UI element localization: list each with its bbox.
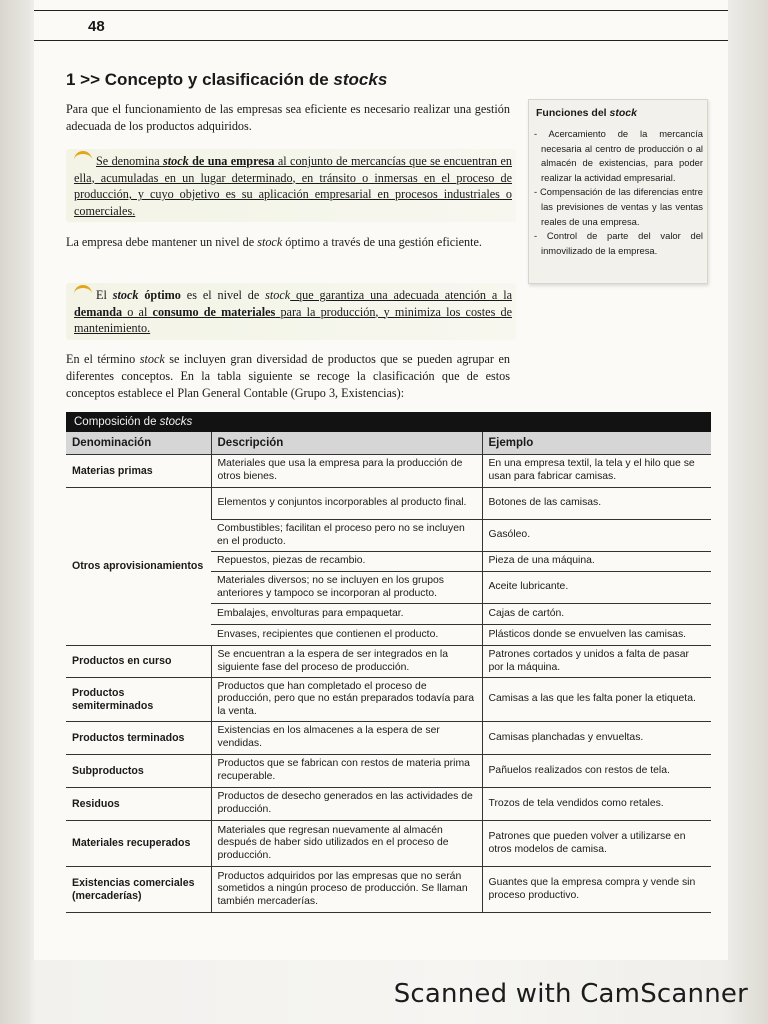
table-title bbox=[66, 412, 711, 432]
paragraph-classification bbox=[66, 351, 510, 402]
table-row bbox=[66, 646, 711, 678]
sidebox-title bbox=[536, 107, 637, 119]
optimal-consumption-term: consumo de materiales bbox=[152, 304, 276, 319]
row-description: Se encuentran a la espera de ser integrados en la siguiente fase del proceso de producción. bbox=[211, 646, 482, 678]
top-rule bbox=[34, 10, 728, 11]
row-category: Productos semiterminados bbox=[66, 678, 211, 722]
optimal-stock-term-2: stock bbox=[265, 288, 291, 302]
optimal-text-6: que garantiza una adecuada atención a la bbox=[290, 288, 512, 302]
row-description: Existencias en los almacenes a la espera de ser vendidas. bbox=[211, 722, 482, 755]
table-title-emph: stocks bbox=[159, 416, 193, 428]
column-header-denominacion: Denominación bbox=[66, 432, 211, 455]
definition-text-1: Se denomina bbox=[96, 154, 164, 168]
optimal-stock-callout bbox=[66, 283, 516, 340]
row-example: Cajas de cartón. bbox=[482, 604, 711, 625]
row-description: Productos adquiridos por las empresas que no serán sometidos a ningún proceso de producción. Se llaman también mercaderías. bbox=[211, 867, 482, 913]
sidebox-list bbox=[533, 127, 703, 258]
row-category: Materias primas bbox=[66, 455, 211, 488]
row-example: Trozos de tela vendidos como retales. bbox=[482, 788, 711, 821]
table-row bbox=[66, 722, 711, 755]
definition-callout bbox=[66, 149, 516, 222]
optimal-demand-term: demanda bbox=[74, 304, 123, 319]
sidebox-item: - Acercamiento de la mercancía necesaria al centro de producción o al almacén de existencias, para poder realizar la actividad empresarial. bbox=[534, 128, 703, 183]
row-description: Productos que se fabrican con restos de materia prima recuperable. bbox=[211, 755, 482, 788]
row-description: Elementos y conjuntos incorporables al producto final. bbox=[211, 488, 482, 520]
functions-sidebox bbox=[528, 99, 708, 284]
section-number: 1 >> bbox=[66, 70, 101, 89]
optimal-stock-term: stock bbox=[112, 288, 139, 302]
row-category: Residuos bbox=[66, 788, 211, 821]
row-category: Productos en curso bbox=[66, 646, 211, 678]
row-example: Camisas a las que les falta poner la etiqueta. bbox=[482, 678, 711, 722]
highlight-mark-icon bbox=[74, 151, 92, 166]
para2-stock-term: stock bbox=[257, 235, 283, 249]
row-example: Aceite lubricante. bbox=[482, 572, 711, 604]
row-category: Productos terminados bbox=[66, 722, 211, 755]
definition-stock-term: stock bbox=[163, 154, 189, 168]
sidebox-title-emph: stock bbox=[609, 107, 637, 119]
table-row bbox=[66, 788, 711, 821]
row-example: Botones de las camisas. bbox=[482, 488, 711, 520]
column-header-ejemplo: Ejemplo bbox=[482, 432, 711, 455]
optimal-text-1: El bbox=[96, 288, 113, 302]
row-category: Otros aprovisionamientos bbox=[66, 488, 211, 646]
section-title-text: Concepto y clasificación de bbox=[104, 70, 329, 89]
page-number: 48 bbox=[88, 18, 105, 35]
definition-text-3: de una empresa bbox=[188, 154, 275, 168]
para2-text-3: óptimo a través de una gestión eficiente. bbox=[282, 235, 482, 249]
row-example: Pañuelos realizados con restos de tela. bbox=[482, 755, 711, 788]
intro-paragraph: Para que el funcionamiento de las empresas sea eficiente es necesario realizar una gestión adecuada de los productos adquiridos. bbox=[66, 102, 510, 133]
table-row bbox=[66, 488, 711, 520]
table-row bbox=[66, 821, 711, 867]
row-description: Materiales diversos; no se incluyen en los grupos anteriores y tampoco se incorporan al producto. bbox=[211, 572, 482, 604]
row-description: Repuestos, piezas de recambio. bbox=[211, 552, 482, 572]
row-example: Gasóleo. bbox=[482, 520, 711, 552]
column-header-descripcion: Descripción bbox=[211, 432, 482, 455]
paragraph-optimal-level bbox=[66, 234, 510, 251]
table-row bbox=[66, 678, 711, 722]
highlight-mark-icon bbox=[74, 285, 92, 300]
row-category: Existencias comerciales (mercaderías) bbox=[66, 867, 211, 913]
row-example: Patrones que pueden volver a utilizarse en otros modelos de camisa. bbox=[482, 821, 711, 867]
row-example: Camisas planchadas y envueltas. bbox=[482, 722, 711, 755]
section-title-emph: stocks bbox=[333, 70, 388, 89]
optimal-text-8: o al bbox=[122, 304, 153, 319]
sidebox-title-text: Funciones del bbox=[536, 107, 607, 119]
row-description: Materiales que regresan nuevamente al almacén después de haber sido utilizados en el proceso de producción. bbox=[211, 821, 482, 867]
table-row bbox=[66, 455, 711, 488]
row-description: Combustibles; facilitan el proceso pero no se incluyen en el producto. bbox=[211, 520, 482, 552]
row-example: Patrones cortados y unidos a falta de pasar por la máquina. bbox=[482, 646, 711, 678]
row-category: Subproductos bbox=[66, 755, 211, 788]
row-example: Pieza de una máquina. bbox=[482, 552, 711, 572]
row-description: Embalajes, envolturas para empaquetar. bbox=[211, 604, 482, 625]
scanner-watermark: Scanned with CamScanner bbox=[393, 979, 748, 1009]
row-description: Productos que han completado el proceso de producción, pero que no están preparados todavía para la venta. bbox=[211, 678, 482, 722]
header-rule bbox=[34, 40, 728, 41]
table-header-row bbox=[66, 432, 711, 455]
row-category: Materiales recuperados bbox=[66, 821, 211, 867]
row-description: Materiales que usa la empresa para la producción de otros bienes. bbox=[211, 455, 482, 488]
optimal-text-10: para la producción, y minimiza los costes de mantenimiento. bbox=[74, 304, 512, 336]
para3-stock-term: stock bbox=[139, 352, 165, 366]
row-description: Envases, recipientes que contienen el producto. bbox=[211, 625, 482, 646]
row-example: En una empresa textil, la tela y el hilo que se usan para fabricar camisas. bbox=[482, 455, 711, 488]
stock-composition-table bbox=[66, 432, 711, 913]
definition-text-4: al conjunto de mercancías que se encuentran en ella, acumuladas en un lugar determinado, en tránsito o inmersas en el proceso de producción, y cuyo objetivo es su aplicación empresarial en procesos industriales o comerciales. bbox=[74, 154, 512, 218]
para3-text-3: se incluyen gran diversidad de productos que se pueden agrupar en diferentes conceptos. En la tabla siguiente se recoge la clasificación que de estos conceptos establece el Plan General Contable (Grupo 3, Existencias): bbox=[66, 352, 510, 400]
para3-text-1: En el término bbox=[66, 352, 140, 366]
sidebox-item: - Compensación de las diferencias entre las previsiones de ventas y las ventas reales de una empresa. bbox=[534, 186, 703, 227]
table-row bbox=[66, 867, 711, 913]
optimal-text-3: óptimo bbox=[138, 288, 181, 302]
sidebox-item: - Control de parte del valor del inmovilizado de la empresa. bbox=[534, 230, 703, 256]
row-example: Plásticos donde se envuelven las camisas. bbox=[482, 625, 711, 646]
section-title bbox=[66, 70, 387, 90]
table-title-text: Composición de bbox=[74, 416, 157, 428]
para2-text-1: La empresa debe mantener un nivel de bbox=[66, 235, 258, 249]
row-description: Productos de desecho generados en las actividades de producción. bbox=[211, 788, 482, 821]
optimal-text-4: es el nivel de bbox=[180, 288, 266, 302]
row-example: Guantes que la empresa compra y vende sin proceso productivo. bbox=[482, 867, 711, 913]
table-row bbox=[66, 755, 711, 788]
